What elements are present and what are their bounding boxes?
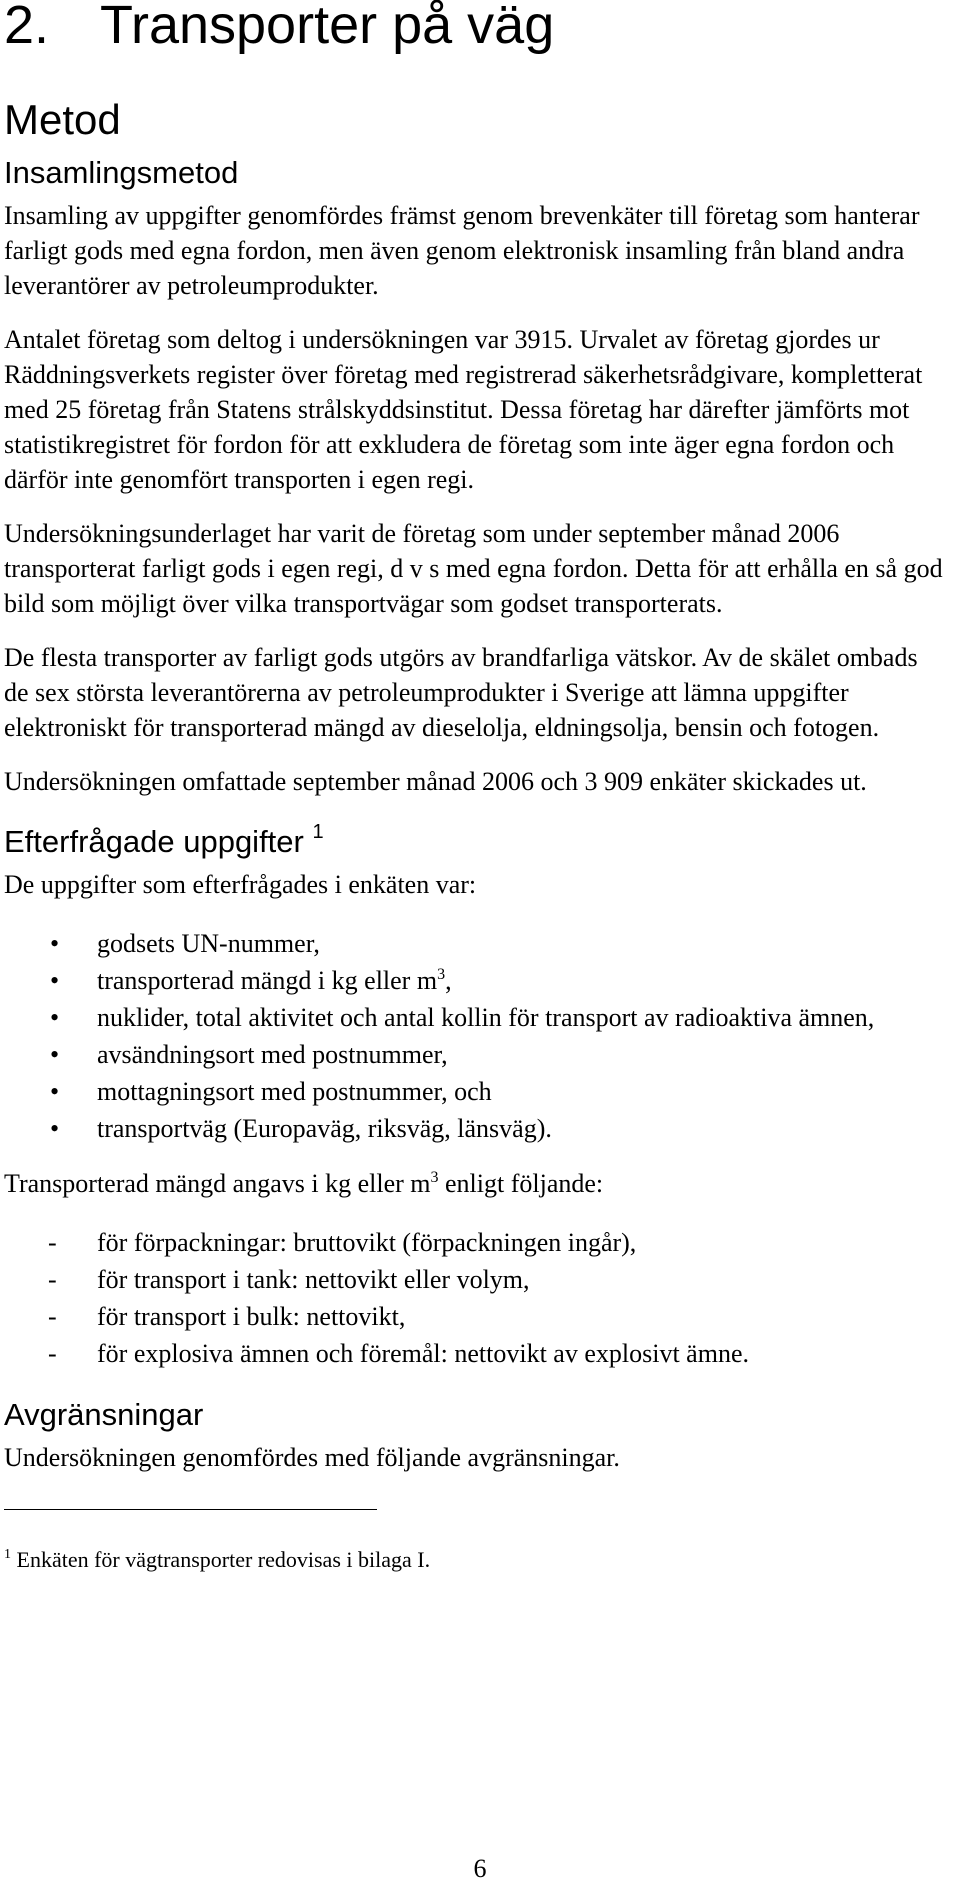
bullet-icon: • (50, 1114, 60, 1143)
paragraph: Undersökningsunderlaget har varit de företag som under september månad 2006 transporterat farligt gods i egen regi, d v s med egna fordon. Detta för att erhålla en så god bild som möjligt över vilka transportvägar som godset transporterats. (4, 519, 943, 618)
paragraph: Undersökningen genomfördes med följande avgränsningar. (4, 1443, 620, 1472)
subheading-limits: Avgränsningar (4, 1397, 204, 1432)
quantity-intro (4, 1166, 948, 1201)
chapter-title: Transporter på väg (100, 0, 555, 55)
superscript: 3 (430, 1169, 439, 1186)
dash-list (4, 1224, 948, 1372)
list-item-text-after: , (445, 966, 452, 995)
list-item-text: för explosiva ämnen och föremål: nettovikt av explosivt ämne. (97, 1339, 749, 1368)
list-item-text: avsändningsort med postnummer, (97, 1040, 448, 1069)
page-number: 6 (473, 1854, 487, 1883)
list-item (4, 1298, 948, 1335)
list-item-text: för transport i tank: nettovikt eller volym, (97, 1265, 530, 1294)
bullet-icon: • (50, 1040, 60, 1069)
list-item-text: godsets UN-nummer, (97, 929, 320, 958)
list-item-text: transporterad mängd i kg eller m (97, 966, 438, 995)
bullet-icon: • (50, 966, 60, 995)
list-item (4, 1073, 948, 1110)
list-item (4, 1261, 948, 1298)
paragraph: Insamling av uppgifter genomfördes främst genom brevenkäter till företag som hanterar farligt gods med egna fordon, men även genom elektronisk insamling från bland andra leverantörer av petroleumprodukter. (4, 201, 920, 300)
list-item-text: för förpackningar: bruttovikt (förpackningen ingår), (97, 1228, 637, 1257)
footnote-text: Enkäten för vägtransporter redovisas i bilaga I. (16, 1547, 431, 1572)
section-heading: Metod (4, 96, 121, 143)
chapter-heading (4, 0, 948, 56)
footnote-reference: 1 (312, 821, 324, 843)
list-item (4, 999, 948, 1036)
dash-icon: - (48, 1302, 57, 1331)
dash-icon: - (48, 1339, 57, 1368)
list-item (4, 1110, 948, 1147)
dash-icon: - (48, 1228, 57, 1257)
list-item (4, 1036, 948, 1073)
list-item (4, 925, 948, 962)
superscript: 3 (437, 966, 446, 983)
quantity-intro-after: enligt följande: (438, 1169, 604, 1198)
list-item (4, 1335, 948, 1372)
paragraph: Antalet företag som deltog i undersökningen var 3915. Urvalet av företag gjordes ur Räddningsverkets register över företag med registrerad säkerhetsrådgivare, kompletterat med 25 företag från Statens strålskyddsinstitut. Dessa företag har därefter jämförts mot statistikregistret för fordon för att exkludera de företag som inte äger egna fordon och därför inte genomfört transporten i egen regi. (4, 325, 923, 494)
subheading-requested (4, 823, 948, 861)
footnote-divider (4, 1509, 377, 1510)
paragraph: Undersökningen omfattade september månad 2006 och 3 909 enkäter skickades ut. (4, 767, 867, 796)
paragraph: De flesta transporter av farligt gods utgörs av brandfarliga vätskor. Av de skälet ombads de sex största leverantörerna av petroleumprodukter i Sverige att lämna uppgifter elektroniskt för transporterad mängd av dieselolja, eldningsolja, bensin och fotogen. (4, 643, 918, 742)
list-item-text: transportväg (Europaväg, riksväg, länsväg). (97, 1114, 552, 1143)
list-item-text: för transport i bulk: nettovikt, (97, 1302, 406, 1331)
dash-icon: - (48, 1265, 57, 1294)
bullet-icon: • (50, 1077, 60, 1106)
chapter-number: 2. (4, 0, 50, 55)
footnote-number: 1 (4, 1547, 11, 1562)
footnote (4, 1546, 948, 1574)
list-item-text: nuklider, total aktivitet och antal kollin för transport av radioaktiva ämnen, (97, 1003, 875, 1032)
list-intro: De uppgifter som efterfrågades i enkäten var: (4, 870, 477, 899)
bullet-icon: • (50, 1003, 60, 1032)
subheading-collection: Insamlingsmetod (4, 155, 239, 190)
list-item (4, 1224, 948, 1261)
list-item-text: mottagningsort med postnummer, och (97, 1077, 492, 1106)
bullet-list (4, 925, 948, 1147)
list-item (4, 962, 948, 999)
subheading-requested-text: Efterfrågade uppgifter (4, 824, 304, 859)
quantity-intro-text: Transporterad mängd angavs i kg eller m (4, 1169, 431, 1198)
bullet-icon: • (50, 929, 60, 958)
